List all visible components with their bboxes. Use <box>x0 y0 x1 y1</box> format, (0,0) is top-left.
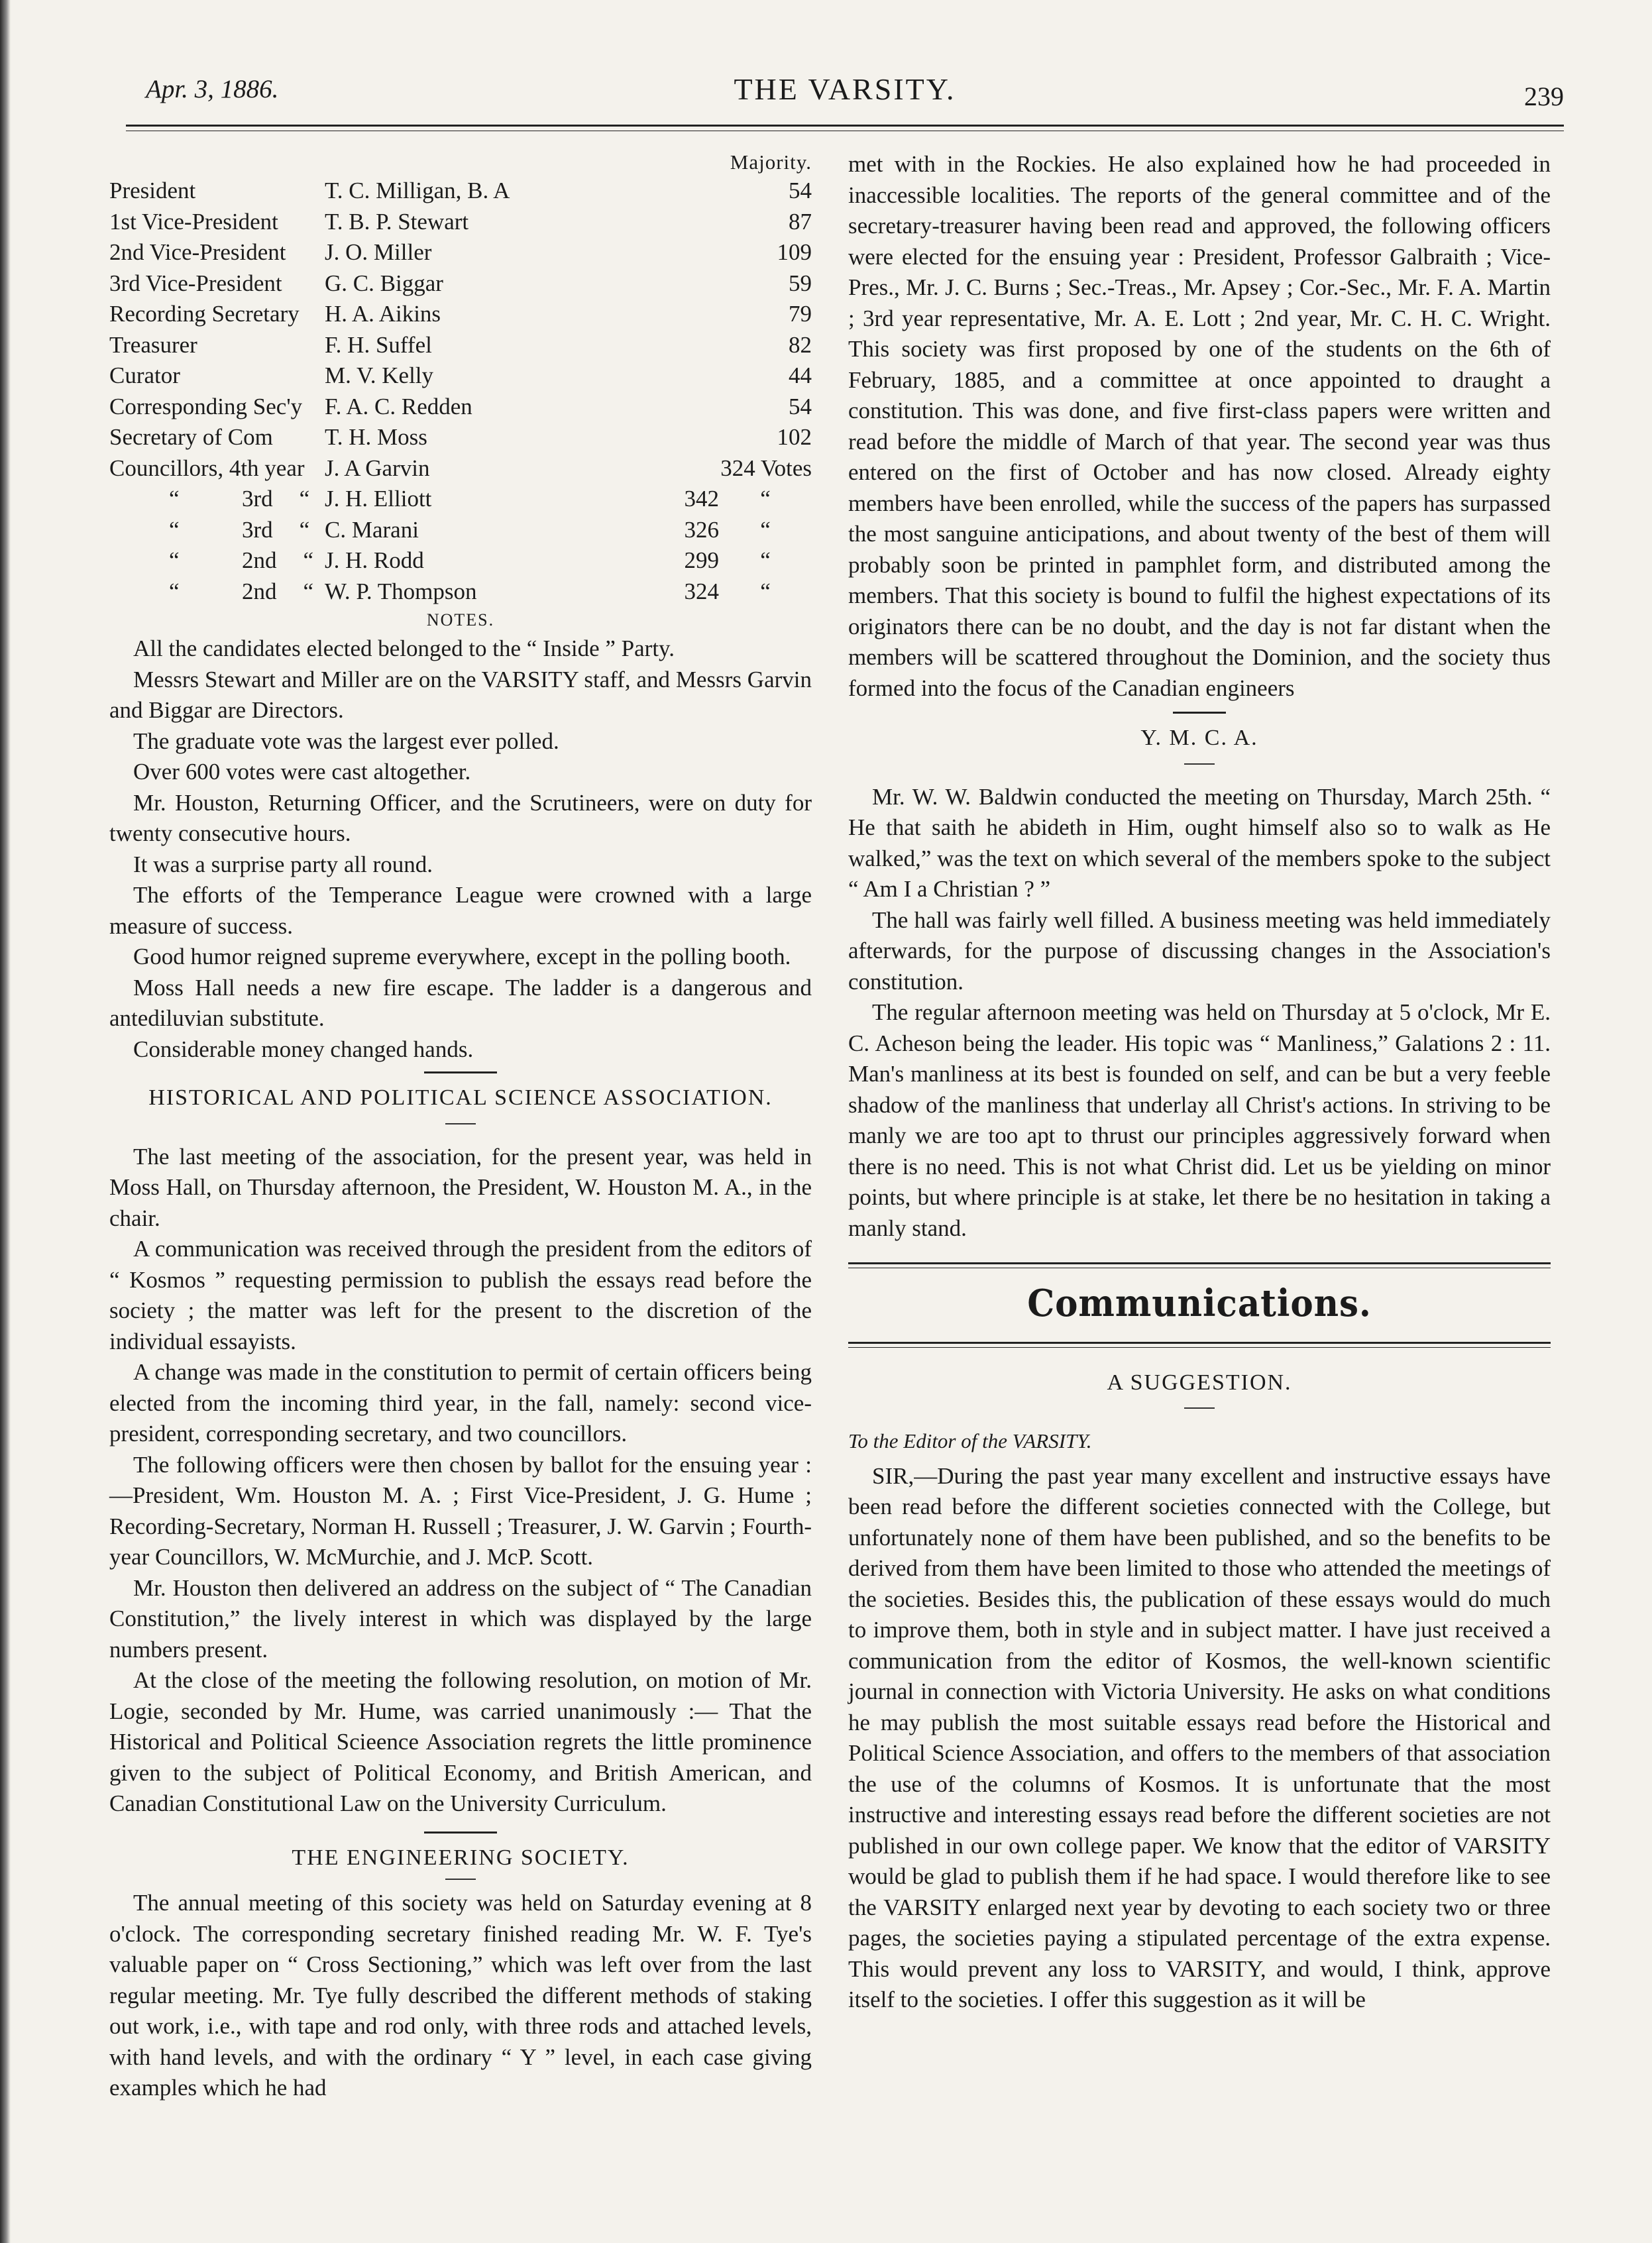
left-column <box>109 149 812 2104</box>
councillor-row <box>109 484 812 515</box>
right-column <box>848 149 1551 2016</box>
historical-paragraph: The last meeting of the association, for the present year, was held in Moss Hall, on Thursday afternoon, the President, W. Houston M. A., in the chair. <box>109 1143 812 1231</box>
majority-value: 87 <box>789 208 812 235</box>
election-row <box>109 176 812 207</box>
ditto-mark: “ <box>760 578 771 604</box>
vote-count: 326 <box>684 516 719 543</box>
councillor-year-cell <box>109 545 325 576</box>
candidate-name: T. H. Moss <box>325 424 427 450</box>
office-label: Treasurer <box>109 331 197 358</box>
election-row <box>109 422 812 453</box>
election-note: Considerable money changed hands. <box>133 1036 474 1062</box>
majority-value: 59 <box>789 270 812 296</box>
election-row <box>109 392 812 423</box>
election-row <box>109 268 812 300</box>
councillor-year: 2nd <box>242 578 277 604</box>
historical-paragraph: A communication was received through the president from the editors of “ Kosmos ” requesting permission to publish the essays read before the society ; the matter was left for the present to the discretion of the individual essayists. <box>109 1236 812 1354</box>
heading-dash <box>1184 1407 1215 1409</box>
election-row <box>109 453 812 484</box>
office-label: Secretary of Com <box>109 424 273 450</box>
councillor-row <box>109 576 812 608</box>
ditto-mark: “ <box>303 547 314 573</box>
heading-dash <box>445 1123 476 1124</box>
ymca-body <box>848 782 1551 1244</box>
vote-count-cell <box>685 484 812 515</box>
councillor-year: 2nd <box>242 547 277 573</box>
ditto-mark: “ <box>760 547 771 573</box>
councillor-year-cell <box>109 484 325 515</box>
office-label: Curator <box>109 362 180 388</box>
historical-paragraph: At the close of the meeting the following resolution, on motion of Mr. Logie, seconded by Mr. Hume, was carried unanimously :— That the Historical and Political Scieence Association regrets the little prominence given to the subject of Political Economy, and British American, and Canadian Constitutional Law on the University Curriculum. <box>109 1667 812 1816</box>
to-editor-line: To the Editor of the VARSITY. <box>848 1429 1092 1452</box>
vote-count: 299 <box>684 547 719 573</box>
election-row <box>109 237 812 268</box>
election-results-table <box>109 149 812 607</box>
election-note: All the candidates elected belonged to the “ Inside ” Party. <box>133 635 675 661</box>
majority-value: 44 <box>789 362 812 388</box>
majority-value: 54 <box>789 393 812 419</box>
ditto-mark: “ <box>169 486 180 512</box>
councillor-year-cell <box>109 515 325 546</box>
election-notes <box>109 633 812 1065</box>
ditto-mark: “ <box>169 547 180 573</box>
election-note: Moss Hall needs a new fire escape. The ladder is a dangerous and antediluvian substitute. <box>109 974 812 1031</box>
office-label: Councillors, 4th year <box>109 455 305 481</box>
section-divider <box>424 1832 497 1833</box>
vote-count-cell <box>685 576 812 608</box>
ymca-paragraph: The hall was fairly well filled. A business meeting was held immediately afterwards, for the purpose of discussing changes in the Association's constitution. <box>848 906 1551 995</box>
vote-count: 342 <box>684 486 719 512</box>
election-row <box>109 330 812 361</box>
majority-value: 54 <box>789 178 812 203</box>
suggestion-heading: A SUGGESTION. <box>1107 1370 1292 1395</box>
ditto-mark: “ <box>169 516 180 543</box>
election-row <box>109 360 812 392</box>
election-note: The efforts of the Temperance League were crowned with a large measure of success. <box>109 882 812 939</box>
candidate-name: J. H. Elliott <box>325 486 432 512</box>
election-note: It was a surprise party all round. <box>133 851 433 877</box>
ymca-heading: Y. M. C. A. <box>1140 726 1258 750</box>
heading-dash <box>1184 763 1215 765</box>
councillor-row <box>109 515 812 546</box>
election-row <box>109 299 812 330</box>
majority-heading: Majority. <box>730 150 812 174</box>
candidate-name: F. H. Suffel <box>325 331 432 358</box>
councillor-year-cell <box>109 576 325 608</box>
candidate-name: M. V. Kelly <box>325 362 434 388</box>
candidate-name: J. A Garvin <box>325 455 430 481</box>
ditto-mark: “ <box>299 486 310 512</box>
councillor-year: 3rd <box>242 516 273 543</box>
candidate-name: J. O. Miller <box>325 239 432 265</box>
election-note: The graduate vote was the largest ever polled. <box>133 728 559 754</box>
historical-association-heading: HISTORICAL AND POLITICAL SCIENCE ASSOCIATION. <box>148 1085 773 1110</box>
majority-value: 324 Votes <box>720 455 812 481</box>
candidate-name: G. C. Biggar <box>325 270 443 296</box>
engineering-society-continuation: met with in the Rockies. He also explained how he had proceeded in inaccessible localities. The reports of the general committee and of the secretary-treasurer having been read and approved, the following officers were elected for the ensuing year : President, Professor Galbraith ; Vice-Pres., Mr. J. C. Burns ; Sec.-Treas., Mr. Apsey ; Cor.-Sec., Mr. F. A. Martin ; 3rd year representative, Mr. A. E. Lott ; 2nd year, Mr. C. H. C. Wright. This society was first proposed by one of the students on the 6th of February, 1885, and a committee at once appointed to draught a constitution. This was done, and five first-class papers were written and read before the middle of March of that year. The second year was thus entered on the first of October and has now closed. Already eighty members have been enrolled, while the success of the papers has surpassed the most sanguine anticipations, and about twenty of the best of them will probably soon be printed in pamphlet form, and distributed among the members. That this society is bound to fulfil the highest expectations of its originators there can be no doubt, and the day is not far distant when the members will be scattered throughout the Dominion, and the society thus formed into the focus of the Canadian engineers <box>848 151 1551 701</box>
ymca-paragraph: Mr. W. W. Baldwin conducted the meeting on Thursday, March 25th. “ He that saith he abideth in Him, ought himself also so to walk as He walked,” was the text on which several of the members spoke to the subject “ Am I a Christian ? ” <box>848 783 1551 902</box>
election-row <box>109 207 812 238</box>
vote-count: 324 <box>684 578 719 604</box>
ditto-mark: “ <box>760 516 771 543</box>
page-header <box>126 74 1564 121</box>
historical-paragraph: A change was made in the constitution to permit of certain officers being elected from the incoming third year, in the fall, namely: second vice-president, corresponding secretary, and two councillors. <box>109 1359 812 1447</box>
communications-rule-top <box>848 1262 1551 1268</box>
page-number: 239 <box>1524 82 1564 111</box>
ditto-mark: “ <box>303 578 314 604</box>
historical-paragraph: Mr. Houston then delivered an address on the subject of “ The Canadian Constitution,” the lively interest in which was displayed by the large numbers present. <box>109 1574 812 1663</box>
page-binding-edge <box>0 0 11 2243</box>
communications-rule-bottom <box>848 1342 1551 1348</box>
office-label: Corresponding Sec'y <box>109 393 303 419</box>
candidate-name: W. P. Thompson <box>325 578 477 604</box>
engineering-society-heading: THE ENGINEERING SOCIETY. <box>292 1845 630 1870</box>
heading-dash <box>445 1879 476 1880</box>
election-note: Mr. Houston, Returning Officer, and the Scrutineers, were on duty for twenty consecutive hours. <box>109 789 812 846</box>
office-label: Recording Secretary <box>109 301 300 327</box>
candidate-name: H. A. Aikins <box>325 301 441 327</box>
majority-value: 79 <box>789 301 812 327</box>
candidate-name: F. A. C. Redden <box>325 393 472 419</box>
ymca-paragraph: The regular afternoon meeting was held on Thursday at 5 o'clock, Mr E. C. Acheson being the leader. His topic was “ Manliness,” Galations 2 : 11. Man's manliness at its best is founded on self, and can be but a very feeble shadow of the manliness that underlay all Christ's actions. In striving to be manly we are too apt to thrust our principles aggressively forward when there is no need. This is not what Christ did. Let us be yielding on minor points, but where principle is at stake, let there be no hesitation in taking a manly stand. <box>848 999 1551 1241</box>
office-label: 3rd Vice-President <box>109 270 282 296</box>
councillor-year: 3rd <box>242 486 273 512</box>
engineering-society-paragraph: The annual meeting of this society was held on Saturday evening at 8 o'clock. The corresponding secretary finished reading Mr. W. F. Tye's valuable paper on “ Cross Sectioning,” which was left over from the last regular meeting. Mr. Tye fully described the different methods of staking out work, i.e., with tape and rod only, with three rods and attached levels, with hand levels, and with the ordinary “ Y ” level, in each case giving examples which he had <box>109 1890 812 2101</box>
election-rows <box>109 176 812 484</box>
candidate-name: T. C. Milligan, B. A <box>325 178 510 203</box>
ditto-mark: “ <box>760 486 771 512</box>
office-label: 1st Vice-President <box>109 208 278 235</box>
office-label: 2nd Vice-President <box>109 239 286 265</box>
vote-count-cell <box>685 515 812 546</box>
majority-value: 82 <box>789 331 812 358</box>
majority-value: 102 <box>777 424 812 450</box>
ditto-mark: “ <box>169 578 180 604</box>
suggestion-letter: SIR,—During the past year many excellent and instructive essays have been read before the different societies connected with the College, but unfortunately none of them have been published, and so the benefits to be derived from them have been limited to those who attended the meetings of the societies. Besides this, the publication of these essays would do much to improve them, both in style and in subject matter. I have just received a communication from the editor of Kosmos, the well-known scientific journal in connection with Victoria University. He asks on what conditions he may publish the most suitable essays read before the Historical and Political Science Association, and offers to the members of that association the use of the columns of Kosmos. It is unfortunate that the most instructive and interesting essays read before the different societies are not published in our own college paper. We know that the editor of VARSITY would be glad to publish them if he had space. I would therefore like to see the VARSITY enlarged next year by devoting to each society two or three pages, the societies paying a stipulated percentage of the extra expense. This would prevent any loss to VARSITY, and would, I think, approve itself to the societies. I offer this suggestion as it will be <box>848 1462 1551 2012</box>
councillor-rows <box>109 484 812 607</box>
communications-heading: Communications. <box>1027 1282 1372 1325</box>
section-divider <box>1173 712 1226 714</box>
election-note: Messrs Stewart and Miller are on the VARSITY staff, and Messrs Garvin and Biggar are Directors. <box>109 666 812 723</box>
header-rule <box>126 125 1564 131</box>
historical-association-body <box>109 1142 812 1820</box>
section-divider <box>424 1071 497 1073</box>
notes-heading: NOTES. <box>426 610 495 629</box>
councillor-row <box>109 545 812 576</box>
candidate-name: T. B. P. Stewart <box>325 208 469 235</box>
ditto-mark: “ <box>299 516 310 543</box>
election-note: Good humor reigned supreme everywhere, except in the polling booth. <box>133 944 791 969</box>
candidate-name: J. H. Rodd <box>325 547 424 573</box>
masthead-title: THE VARSITY. <box>734 72 956 106</box>
majority-value: 109 <box>777 239 812 265</box>
issue-date: Apr. 3, 1886. <box>146 75 279 103</box>
vote-count-cell <box>685 545 812 576</box>
historical-paragraph: The following officers were then chosen by ballot for the ensuing year :—President, Wm. Houston M. A. ; First Vice-President, J. G. Hume ; Recording-Secretary, Norman H. Russell ; Treasurer, J. W. Garvin ; Fourth-year Councillors, W. McMurchie, and J. McP. Scott. <box>109 1451 812 1570</box>
candidate-name: C. Marani <box>325 516 419 543</box>
election-note: Over 600 votes were cast altogether. <box>133 759 471 785</box>
office-label: President <box>109 178 196 203</box>
